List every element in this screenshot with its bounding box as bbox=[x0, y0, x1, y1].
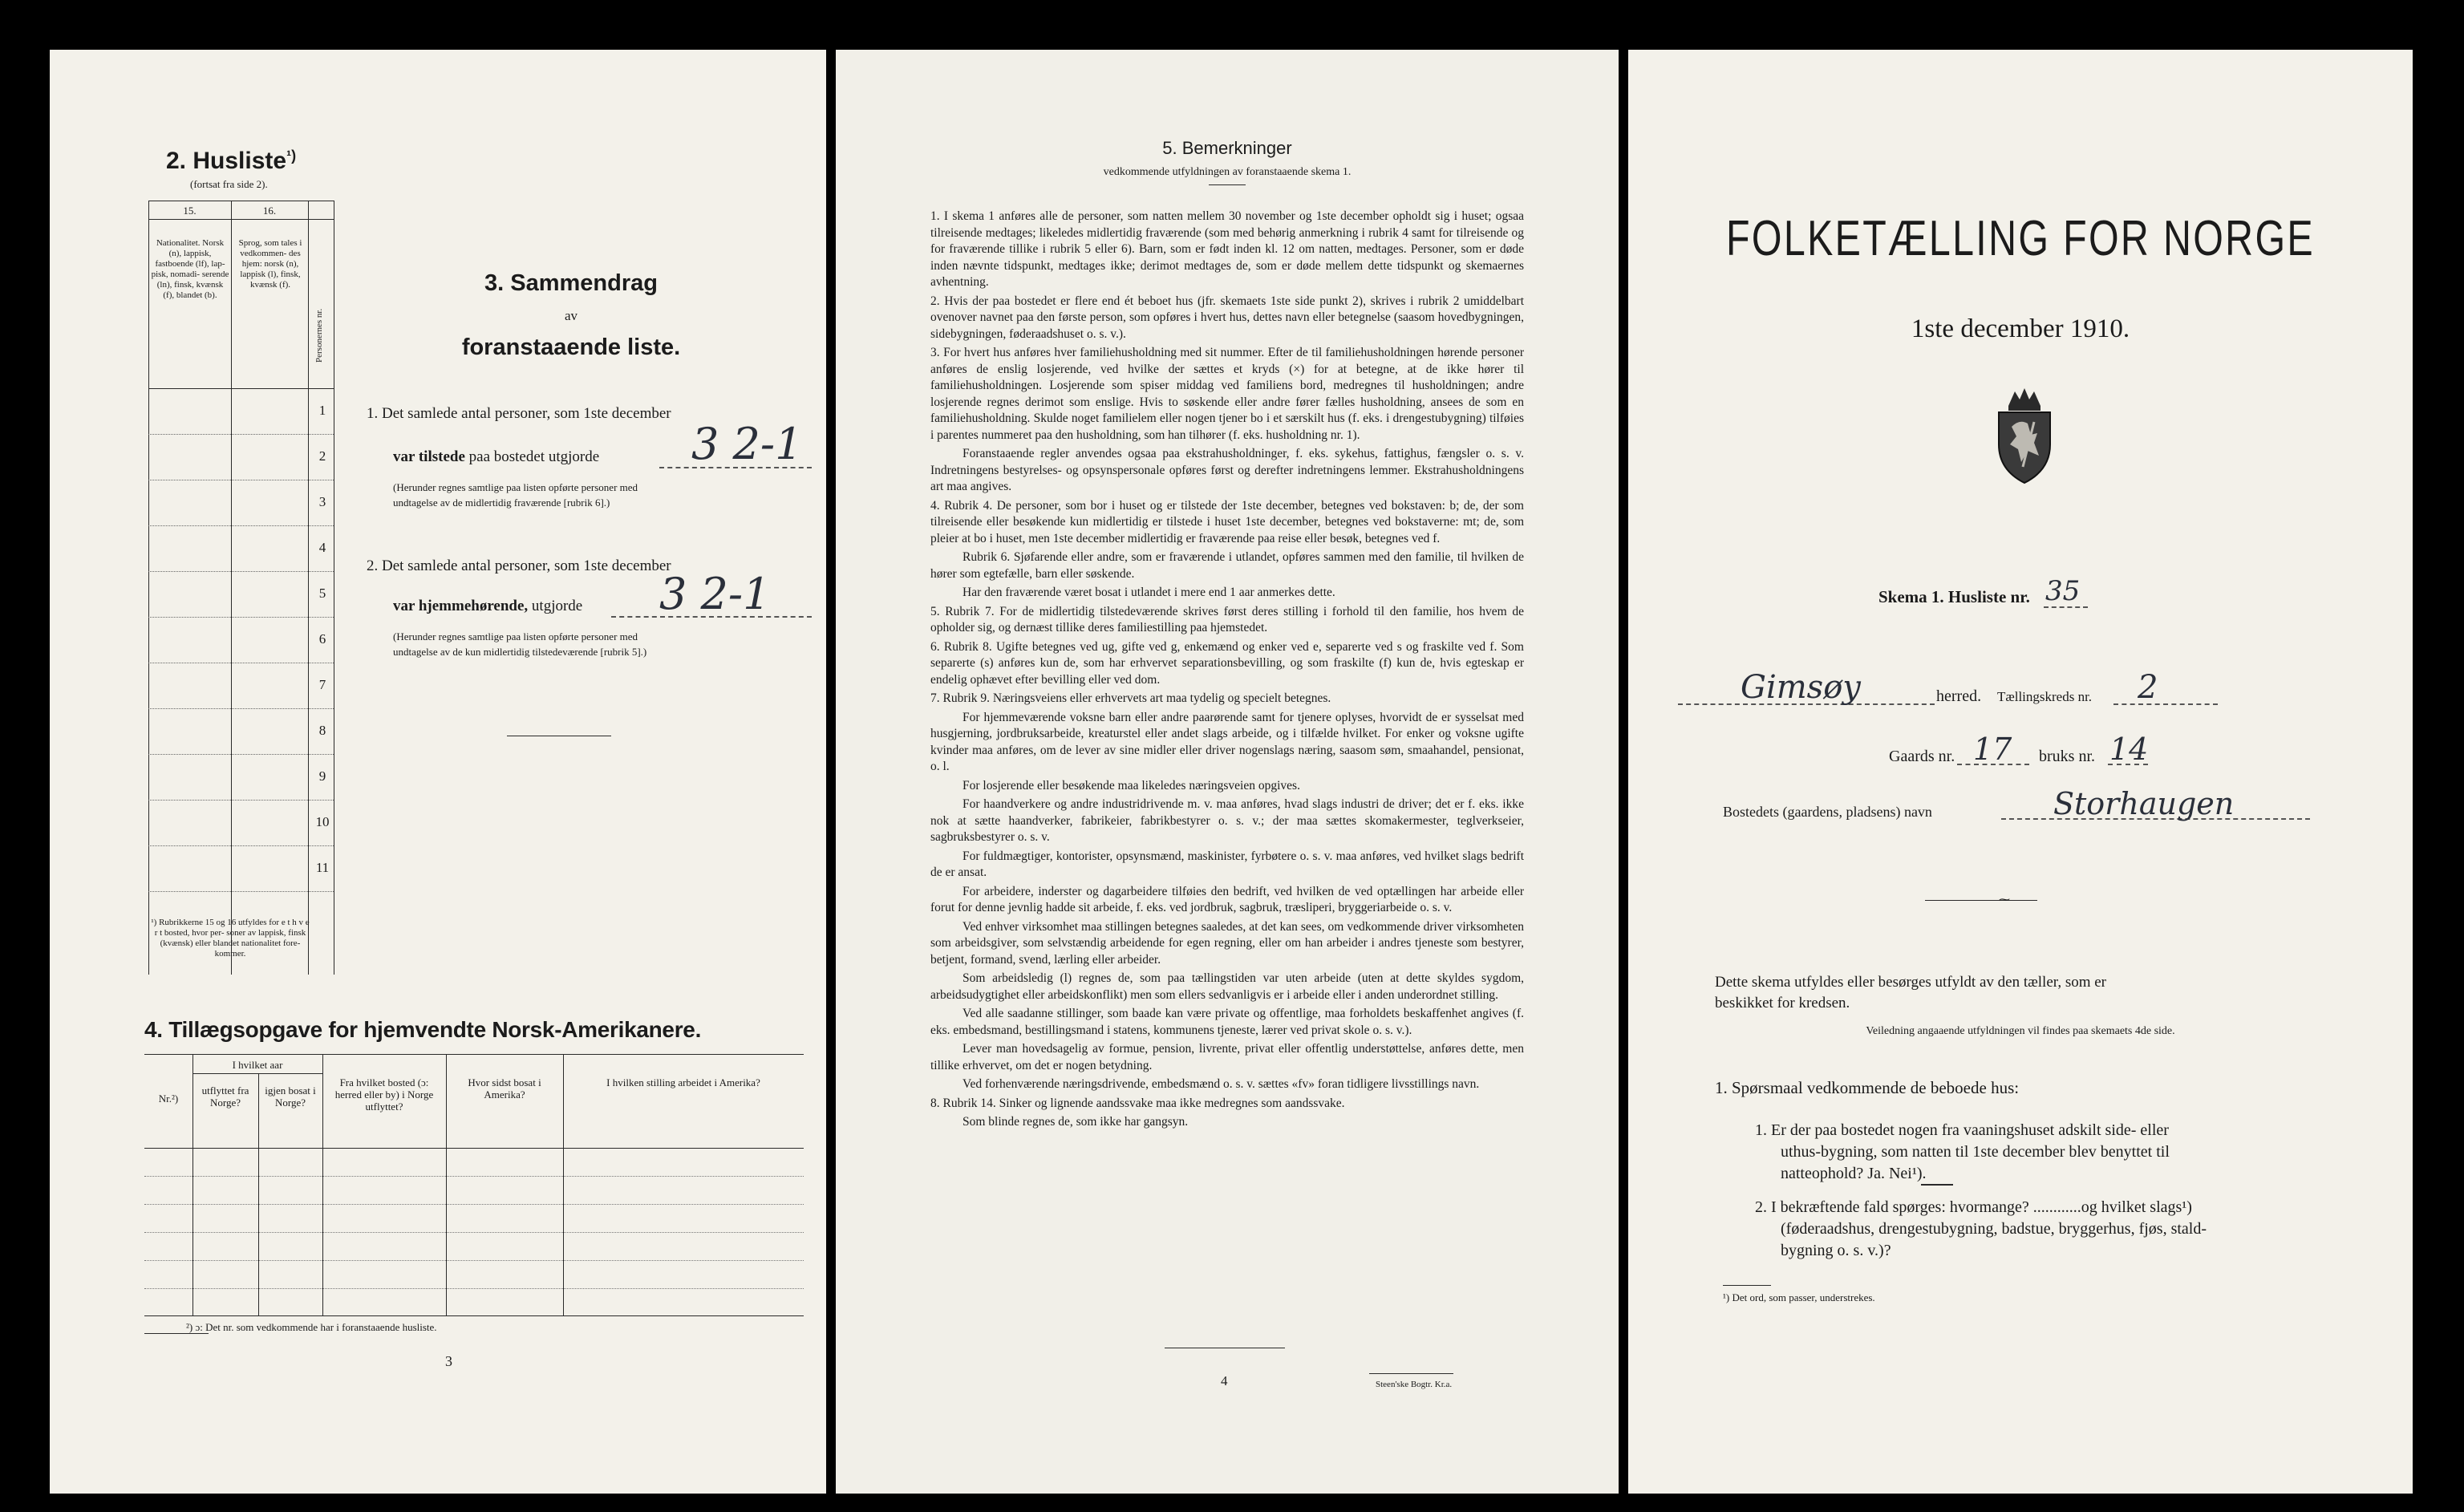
right-footnote: ¹) Det ord, som passer, understrekes. bbox=[1723, 1291, 1875, 1303]
kreds-value: 2 bbox=[2138, 669, 2158, 706]
utfyldes-text-b: beskikket for kredsen. bbox=[1715, 995, 1850, 1011]
norwegian-coat-of-arms-icon bbox=[1991, 387, 2058, 484]
remark-paragraph: For hjemmeværende voksne barn eller andre paarørende samt for tjenere oplyses, hvorvidt de er sysselsat med husgjerning, jordbruksarbeide, kreaturstel eller andet slags arbeide, og i tilfælde hvilket. For enker og voksne ugifte kvinder maa anføres, om de lever av sine midler eller driver nogenslags næring, saasom søm, smaahandel, pensionat, o. l. bbox=[930, 710, 1524, 773]
col-hvor: Hvor sidst bosat i Amerika? bbox=[468, 1076, 541, 1101]
bosted-label: Bostedets (gaardens, pladsens) navn bbox=[1723, 804, 1932, 820]
sammendrag-item1-note-b: undtagelse av de midlertidig fraværende [rubrik 6].) bbox=[393, 497, 610, 509]
sammendrag-item2-note-a: (Herunder regnes samtlige paa listen opførte personer med bbox=[393, 630, 638, 642]
gaards-label: Gaards nr. bbox=[1889, 748, 1955, 765]
husliste-row-number: 4 bbox=[318, 540, 326, 555]
census-title: FOLKETÆLLING FOR NORGE bbox=[1725, 211, 2316, 266]
question2-line-c: bygning o. s. v.)? bbox=[1781, 1242, 1891, 1259]
herred-value: Gimsøy bbox=[1741, 669, 1861, 706]
husliste-row-number: 2 bbox=[318, 448, 326, 464]
sammendrag-item2-text: 2. Det samlede antal personer, som 1ste december bbox=[367, 557, 671, 574]
tillaeg-footnote: ²) ɔ: Det nr. som vedkommende har i foranstaaende husliste. bbox=[186, 1321, 437, 1333]
husliste-row-number: 10 bbox=[315, 814, 330, 829]
husliste-subheading: (fortsat fra side 2). bbox=[190, 178, 268, 190]
husliste-row-number: 5 bbox=[318, 586, 326, 601]
husliste-row-number: 7 bbox=[318, 677, 326, 692]
sammendrag-heading: 3. Sammendrag bbox=[484, 270, 658, 296]
remark-paragraph: Foranstaaende regler anvendes ogsaa paa ekstrahusholdninger, f. eks. sykehus, fattighus, fængsler o. s. v. Indretningens bestyrelses- og opsynspersonale opføres først og derefter indretningens lemmer. Ekstrahusholdningens art maa angives. bbox=[930, 447, 1524, 493]
remark-paragraph: Som arbeidsledig (l) regnes de, som paa tællingstiden var uten arbeide (uten at dette skyldes sygdom, arbeidsudygtighet eller arbeidskonflikt) men som ellers sedvanligvis er i arbeide eller i anden underordnet stilling. bbox=[930, 971, 1524, 1002]
husliste-row-number: 11 bbox=[315, 860, 330, 875]
remark-paragraph: For fuldmægtiger, kontorister, opsynsmænd, maskinister, fyrbøtere o. s. v. maa anføres, ved hvilket slags bedrift de er ansat. bbox=[930, 849, 1524, 879]
col16-header: Sprog, som tales i vedkommen- des hjem: norsk (n), lappisk (l), finsk, kvænsk (f). bbox=[238, 238, 302, 290]
questions-heading: 1. Spørsmaal vedkommende de beboede hus: bbox=[1715, 1078, 2020, 1097]
sammendrag-item2-line: var hjemmehørende, utgjorde bbox=[393, 598, 583, 614]
remark-paragraph: For arbeidere, inderster og dagarbeidere tilføies den bedrift, ved hvilken de ved optællingen har arbeide eller forut for denne jevnlig hadde sit arbeide, f. eks. ved jordbruk, sagbruk, træsliperi, bryggeriarbeide o. s. v. bbox=[930, 884, 1524, 914]
sammendrag-item2-note-b: undtagelse av de kun midlertidig tilstedeværende [rubrik 5].) bbox=[393, 646, 647, 658]
bosted-value: Storhaugen bbox=[2053, 786, 2235, 821]
sammendrag-av: av bbox=[564, 308, 578, 323]
col-nr: Nr.²) bbox=[158, 1092, 179, 1105]
remark-paragraph: Ved alle saadanne stillinger, som baade kan være private og offentlige, maa forholdets beskaffenhet angives (f. eks. embedsmand, bestillingsmand i statens, kommunens tjeneste, lærer ved privat skole o. s. v.). bbox=[930, 1007, 1524, 1037]
remark-paragraph: 6. Rubrik 8. Ugifte betegnes ved ug, gifte ved g, enkemænd og enker ved e, separerte ved s og fraskilte ved f. Som separerte (s) anføres kun de, som har erhvervet separationsbevilling, og som fraskilte (f) kun de, hvis egteskap er endelig ophævet efter bevilling eller ved dom. bbox=[930, 639, 1524, 687]
remark-paragraph: 5. Rubrik 7. For de midlertidig tilstedeværende skrives først deres stilling i forhold til den familie, hos hvem de opholder sig, og dernæst tillike deres familiestilling paa hjemstedet. bbox=[930, 604, 1524, 634]
sammendrag-item1-text: 1. Det samlede antal personer, som 1ste december bbox=[367, 405, 671, 422]
remark-paragraph: For haandverkere og andre industridrivende m. v. maa anføres, hvad slags industri de driver; det er f. eks. ikke nok at sætte haandverker, fabrikeier, fabrikbestyrer o. s. v.; der maa sættes skomakermester, teglverkseier, sagbruksbestyrer o. s. v. bbox=[930, 797, 1524, 844]
col16-number: 16. bbox=[262, 205, 277, 217]
husliste-row-number: 9 bbox=[318, 768, 326, 784]
remark-paragraph: 3. For hvert hus anføres hver familiehusholdning med sit nummer. Efter de til familiehusholdningen hørende personer anføres de enslig losjerende, ved hvilke der sættes et kryds (×) for at betegne, at de ikke hører til familiehusholdningen. Losjerende som spiser middag ved familiens bord, medregnes til husholdningen; andre losjerende regnes derimot som enslige. Hvis to søskende eller andre fører fælles husholdning, ansees de som en familiehusholdning. Skulde noget familielem eller nogen tjener bo i et særskilt hus (f. eks. i drengestubygning) tilføies i parentes nummeret paa den husholdning, som han tilhører (f. eks. husholdning nr. 1). bbox=[930, 346, 1524, 442]
question2-line-b: (føderaadshus, drengestubygning, badstue, bryggerhus, fjøs, stald- bbox=[1781, 1220, 2207, 1238]
husliste-nr-value: 35 bbox=[2045, 575, 2081, 607]
remark-paragraph: Rubrik 6. Sjøfarende eller andre, som er fraværende i utlandet, opføres sammen med den familie, til hvilken de hører som egtefælle, barn eller søskende. bbox=[930, 550, 1524, 581]
remark-paragraph: Ved forhenværende næringsdrivende, embedsmænd o. s. v. sættes «fv» foran tidligere livsstillings navn. bbox=[962, 1077, 1480, 1091]
col-stilling: I hvilken stilling arbeidet i Amerika? bbox=[606, 1076, 760, 1088]
printer-credit: Steen'ske Bogtr. Kr.a. bbox=[1376, 1380, 1453, 1389]
bemerkninger-subheading: vedkommende utfyldningen av foranstaaende skema 1. bbox=[1103, 166, 1352, 178]
question1-line-b: uthus-bygning, som natten til 1ste december blev benyttet til bbox=[1781, 1143, 2170, 1161]
middle-page-number: 4 bbox=[1221, 1373, 1228, 1388]
col-personernes-nr: Personernes nr. bbox=[314, 308, 324, 363]
col-aar-top: I hvilket aar bbox=[232, 1059, 283, 1071]
husliste-footnote: ¹) Rubrikkerne 15 og 16 utfyldes for e t h v e r t bosted, hvor per- soner av lappisk, finsk (kvænsk) eller blandet nationalitet fore- kommer. bbox=[151, 918, 310, 959]
left-page-number: 3 bbox=[445, 1353, 452, 1369]
husliste-row-number: 6 bbox=[318, 631, 326, 647]
remarks-body bbox=[930, 209, 1524, 1133]
remark-paragraph: 2. Hvis der paa bostedet er flere end ét beboet hus (jfr. skemaets 1ste side punkt 2), skrives i rubrik 2 umiddelbart ovenover navnet paa den første person, som opføres i hvert hus, dettes navn eller betegnelse (saasom hovedbygningen, sidebygningen, føderaadshuset o. s. v.). bbox=[930, 294, 1524, 341]
remark-paragraph: 4. Rubrik 4. De personer, som bor i huset og er tilstede der 1ste december, betegnes ved bokstaven: b; de, der som tilreisende eller besøkende kun midlertidig er tilstede i huset 1ste december, betegnes ved bokstaverne: mt; de, som pleier at bo i huset, men 1ste december midlertidig er fraværende paa reise eller besøk, betegnes ved f. bbox=[930, 498, 1524, 545]
ornament-icon: ⁓ bbox=[1999, 894, 2010, 906]
husliste-heading: 2. Husliste$^{^1)}$ bbox=[166, 148, 297, 174]
gaards-value: 17 bbox=[1973, 732, 2012, 767]
herred-label: herred. bbox=[1936, 687, 1982, 705]
sammendrag-item1-note-a: (Herunder regnes samtlige paa listen opførte personer med bbox=[393, 481, 638, 493]
question2-line-a: 2. I bekræftende fald spørges: hvormange? ............og hvilket slags¹) bbox=[1755, 1198, 2192, 1216]
item2-handwritten-count: 3 2-1 bbox=[659, 569, 771, 619]
remark-paragraph: Som blinde regnes de, som ikke har gangsyn. bbox=[962, 1115, 1189, 1129]
husliste-row-number: 3 bbox=[318, 494, 326, 509]
question1-line-c: natteophold? Ja. Nei¹). bbox=[1781, 1165, 1927, 1182]
col-igjen: igjen bosat i Norge? bbox=[265, 1084, 316, 1109]
col15-number: 15. bbox=[183, 205, 197, 217]
middle-page bbox=[836, 50, 1619, 1494]
utfyldes-text-a: Dette skema utfyldes eller besørges utfyldt av den tæller, som er bbox=[1715, 974, 2107, 991]
bruks-value: 14 bbox=[2109, 732, 2149, 767]
tillaeg-heading: 4. Tillægsopgave for hjemvendte Norsk-Amerikanere. bbox=[144, 1017, 702, 1042]
remark-paragraph: 1. I skema 1 anføres alle de personer, som natten mellem 30 november og 1ste december opholdt sig i huset; ogsaa tilreisende medtages; likeledes midlertidig fraværende (som med behørig anmerkning i rubrik 4 samt for tilreisende og for fraværende tillike i rubrik 5 eller 6). Barn, som er født inden kl. 12 om natten, medtages. Personer, som er døde inden nævnte tidspunkt, medtages ikke; derimot medtages de, som er døde mellem dette tidspunkt og skemaernes avhentning. bbox=[930, 209, 1524, 289]
question1-line-a: 1. Er der paa bostedet nogen fra vaaningshuset adskilt side- eller bbox=[1755, 1121, 2169, 1139]
right-page bbox=[1628, 50, 2413, 1494]
bemerkninger-heading: 5. Bemerkninger bbox=[1162, 138, 1292, 158]
husliste-row-number: 1 bbox=[318, 403, 326, 418]
remark-paragraph: 8. Rubrik 14. Sinker og lignende aandssvake maa ikke medregnes som aandssvake. bbox=[930, 1096, 1345, 1110]
left-page bbox=[50, 50, 826, 1494]
skema-label: Skema 1. Husliste nr. bbox=[1878, 587, 2030, 606]
item1-handwritten-count: 3 2-1 bbox=[691, 419, 803, 469]
col-utflyttet: utflyttet fra Norge? bbox=[201, 1084, 249, 1109]
remark-paragraph: Ved enhver virksomhet maa stillingen betegnes saaledes, at det kan sees, om vedkommende driver virksomheten som arbeidsgiver, som selvstændig arbeidende for egen regning, eller om han arbeider i andres tjeneste som bestyrer, betjent, formand, svend, lærling eller arbeider. bbox=[930, 919, 1524, 967]
col15-header: Nationalitet. Norsk (n), lappisk, fastboende (lf), lap- pisk, nomadi- serende (ln), finsk, kvænsk (f), blandet (b). bbox=[151, 238, 229, 300]
bruks-label: bruks nr. bbox=[2039, 748, 2095, 765]
remark-paragraph: 7. Rubrik 9. Næringsveiens eller erhvervets art maa tydelig og specielt betegnes. bbox=[930, 691, 1331, 705]
sammendrag-subheading: foranstaaende liste. bbox=[461, 334, 681, 360]
remark-paragraph: Har den fraværende været bosat i utlandet i mere end 1 aar anmerkes dette. bbox=[962, 586, 1335, 599]
remark-paragraph: For losjerende eller besøkende maa likeledes næringsveien opgives. bbox=[962, 778, 1300, 792]
husliste-row-number: 8 bbox=[318, 723, 326, 738]
sammendrag-item1-line: var tilstede paa bostedet utgjorde bbox=[393, 448, 600, 465]
remark-paragraph: Lever man hovedsagelig av formue, pension, livrente, privat eller offentlig understøttelse, anføres dette, men tillike erhvervet, om det er nogen betydning. bbox=[930, 1042, 1524, 1072]
census-date: 1ste december 1910. bbox=[1911, 314, 2130, 343]
col-fra: Fra hvilket bosted (ɔ: herred eller by) i Norge utflyttet? bbox=[334, 1076, 434, 1113]
veiledning-text: Veiledning angaaende utfyldningen vil findes paa skemaets 4de side. bbox=[1866, 1025, 2175, 1037]
kreds-label: Tællingskreds nr. bbox=[1997, 689, 2093, 704]
